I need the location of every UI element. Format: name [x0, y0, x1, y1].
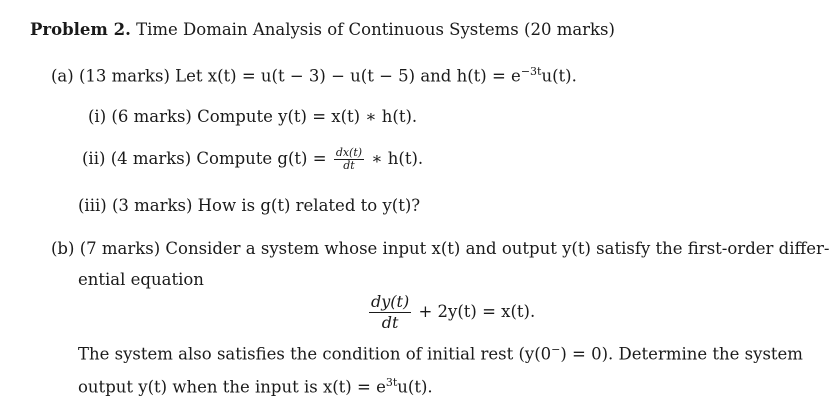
equation-frac-num: dy(t)	[371, 292, 410, 311]
part-b-text-3-tail: ) = 0). Determine the system	[560, 344, 803, 364]
part-a-exponent: −3t	[520, 65, 542, 78]
part-b-line-4	[78, 373, 433, 398]
part-a-tail: u(t).	[541, 66, 577, 86]
item-i-text: (6 marks) Compute y(t) = x(t) ∗ h(t).	[111, 107, 418, 126]
part-a-item-ii	[82, 147, 423, 172]
part-a-statement	[51, 62, 577, 87]
equation-rest: + 2y(t) = x(t).	[418, 302, 536, 321]
item-ii-text-pre: (4 marks) Compute g(t) =	[110, 149, 327, 168]
part-b-equation	[367, 292, 535, 333]
part-a-item-iii	[78, 196, 420, 216]
part-b-text-4-tail: u(t).	[397, 377, 433, 397]
equation-frac-den: dt	[381, 313, 399, 332]
part-b-text-1: (7 marks) Consider a system whose input x(t) and output y(t) satisfy the first-order differ-	[79, 239, 830, 258]
problem-number: Problem 2.	[30, 20, 131, 39]
part-b-line-1	[51, 239, 829, 259]
part-b-text-4: output y(t) when the input is x(t) = e	[78, 377, 386, 397]
part-b-text-2: ential equation	[78, 270, 204, 289]
part-b-superscript: −	[551, 343, 561, 356]
item-iii-text: (3 marks) How is g(t) related to y(t)?	[111, 196, 421, 215]
problem-heading-line	[30, 20, 615, 40]
part-b-text-3: The system also satisfies the condition of initial rest (y(0	[78, 344, 552, 364]
part-b-line-3	[78, 340, 803, 365]
part-a-text: (13 marks) Let x(t) = u(t − 3) − u(t − 5) and h(t) = e	[78, 66, 521, 86]
part-a-label: (a)	[51, 66, 74, 86]
part-b-exponent: 3t	[385, 376, 398, 389]
item-ii-frac-den: dt	[343, 159, 355, 172]
item-ii-fraction	[334, 147, 364, 172]
part-a-item-i	[88, 107, 417, 127]
part-b-line-2	[78, 270, 204, 290]
equation-fraction	[369, 292, 411, 333]
item-ii-text-post: ∗ h(t).	[371, 149, 424, 168]
problem-title: Time Domain Analysis of Continuous Systems (20 marks)	[136, 20, 615, 39]
item-iii-label: (iii)	[78, 196, 107, 215]
item-i-label: (i)	[88, 107, 107, 126]
item-ii-label: (ii)	[82, 149, 106, 168]
part-b-label: (b)	[51, 239, 75, 258]
item-ii-frac-num: dx(t)	[335, 146, 363, 159]
